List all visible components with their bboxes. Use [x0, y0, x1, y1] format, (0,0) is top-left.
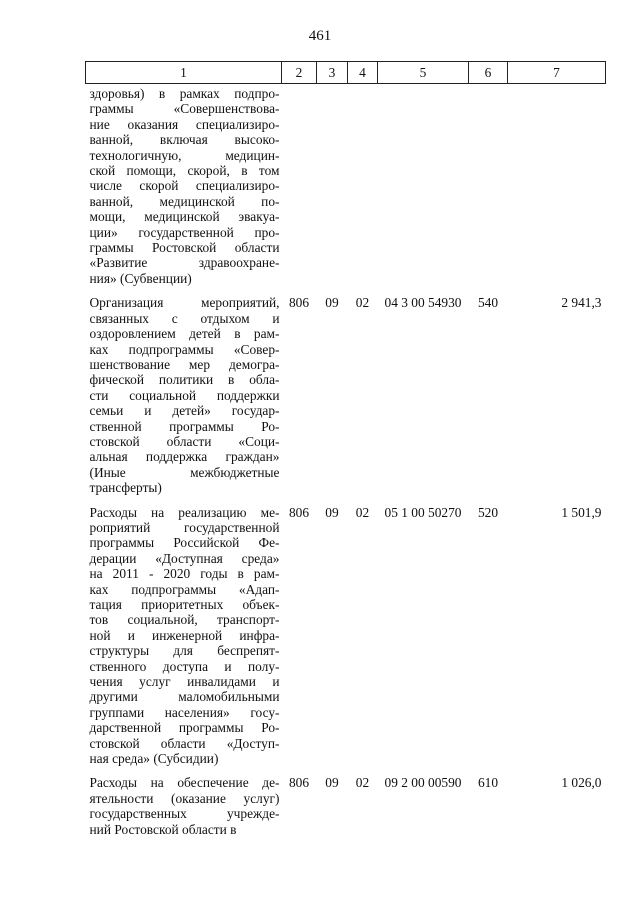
description-line: дарственной программы Ро- — [89, 720, 280, 736]
description-line: Расходы на обеспечение де- — [89, 775, 280, 791]
description-line: программы Российской Фе- — [89, 535, 280, 551]
description-line: дерации «Доступная среда» — [89, 550, 280, 566]
description-line: роприятий государственной — [89, 519, 280, 535]
column-header: 4 — [348, 62, 378, 84]
description-line: ственной программы Ро- — [89, 418, 280, 434]
description-cell — [86, 766, 282, 837]
column-header: 1 — [86, 62, 282, 84]
description-line: тов социальной, транспорт- — [89, 612, 280, 628]
section-code-cell: 09 — [325, 504, 339, 520]
description-line: государственных учрежде- — [89, 806, 280, 822]
description-line: группами населения» госу- — [89, 704, 280, 720]
subsection-code-cell: 02 — [355, 504, 370, 520]
description-line: ственного доступа и полу- — [89, 658, 280, 674]
expense-type-cell: 540 — [477, 295, 499, 311]
description-line: фической политики в обла- — [89, 372, 280, 388]
expense-type-cell — [469, 84, 508, 287]
description-line: стовской области «Доступ- — [89, 735, 280, 751]
expense-type-cell: 610 — [477, 775, 499, 791]
description-line: ния» (Субвенции) — [89, 270, 192, 286]
target-article-cell: 04 3 00 54930 — [384, 295, 462, 311]
description-line: здоровья) в рамках подпро- — [89, 86, 280, 101]
column-header: 3 — [317, 62, 348, 84]
description-line: связанных с отдыхом и — [89, 310, 280, 326]
section-code-cell: 09 — [325, 295, 339, 311]
column-header: 5 — [378, 62, 469, 84]
expense-type-cell: 520 — [477, 504, 499, 520]
table-row — [86, 286, 606, 495]
description-line: ках подпрограммы «Адап- — [89, 581, 280, 597]
subsection-code-cell: 02 — [355, 775, 370, 791]
section-code-cell — [317, 84, 348, 287]
description-line: чения услуг инвалидами и — [89, 674, 280, 690]
description-line: структуры для беспрепят- — [89, 643, 280, 659]
description-line: альная поддержка граждан» — [89, 449, 280, 465]
budget-table — [85, 61, 606, 837]
description-line: Организация мероприятий, — [89, 295, 280, 311]
description-line: стовской области «Соци- — [89, 433, 280, 449]
subsection-code-cell: 02 — [355, 295, 370, 311]
column-header: 7 — [508, 62, 606, 84]
amount-cell: 1 501,9 — [561, 504, 602, 520]
amount-cell: 1 026,0 — [561, 775, 602, 791]
description-line: тация приоритетных объек- — [89, 597, 280, 612]
description-line: сти социальной поддержки — [89, 387, 280, 403]
description-line: «Развитие здравоохране- — [89, 255, 280, 271]
amount-cell — [508, 84, 606, 287]
description-line: оздоровлением детей в рам- — [89, 326, 280, 342]
target-article-cell: 09 2 00 00590 — [384, 775, 462, 791]
column-header: 2 — [282, 62, 317, 84]
page-number: 461 — [308, 28, 332, 44]
description-line: технологичную, медицин- — [89, 147, 280, 163]
target-article-cell — [378, 84, 469, 287]
description-line: шенствование мер демогра- — [89, 356, 280, 372]
description-cell — [86, 286, 282, 495]
section-code-cell: 09 — [325, 775, 339, 791]
table-row — [86, 84, 606, 287]
subsection-code-cell — [348, 84, 378, 287]
description-cell — [86, 84, 282, 287]
ministry-code-cell: 806 — [288, 504, 310, 520]
ministry-code-cell — [282, 84, 317, 287]
ministry-code-cell: 806 — [288, 775, 310, 791]
description-line: граммы «Совершенствова- — [89, 101, 280, 117]
description-line: мощи, медицинской эвакуа- — [89, 209, 280, 225]
description-line: (Иные межбюджетные — [89, 464, 280, 480]
description-line: ятельности (оказание услуг) — [89, 790, 280, 806]
description-line: ции» государственной про- — [89, 224, 280, 240]
description-line: на 2011 - 2020 годы в рам- — [89, 566, 280, 582]
description-line: граммы Ростовской области — [89, 240, 280, 256]
description-line: ной и инженерной инфра- — [89, 627, 280, 643]
description-line: ний Ростовской области в — [89, 821, 237, 837]
description-line: ванной, медицинской по- — [89, 193, 280, 209]
description-line: ской помощи, скорой, в том — [89, 163, 280, 179]
description-line: Расходы на реализацию ме- — [89, 504, 280, 520]
header-row — [86, 62, 606, 84]
column-header: 6 — [469, 62, 508, 84]
ministry-code-cell: 806 — [288, 295, 310, 311]
description-line: ная среда» (Субсидии) — [89, 751, 219, 767]
description-line: числе скорой специализиро- — [89, 178, 280, 194]
description-line: семьи и детей» государ- — [89, 403, 280, 419]
description-line: ние оказания специализиро- — [89, 116, 280, 132]
amount-cell: 2 941,3 — [561, 295, 602, 311]
description-line: ках подпрограммы «Совер- — [89, 341, 280, 357]
description-line: трансферты) — [89, 480, 162, 496]
description-line: ванной, включая высоко- — [89, 132, 280, 148]
target-article-cell: 05 1 00 50270 — [384, 504, 462, 520]
description-cell — [86, 496, 282, 767]
table-row — [86, 496, 606, 767]
description-line: другими маломобильными — [89, 689, 280, 705]
table-row — [86, 766, 606, 837]
